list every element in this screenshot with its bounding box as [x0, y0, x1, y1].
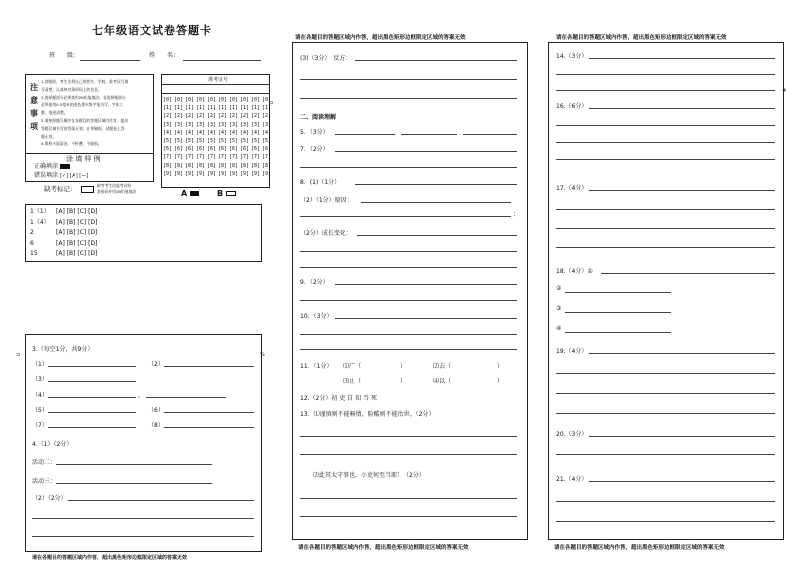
q13-2-label: ⑵此其太守事也，小吏何至当耶！（2分）: [313, 472, 425, 479]
exam-id-bubble[interactable]: [1]: [206, 105, 217, 112]
exam-id-bubble[interactable]: [1]: [184, 105, 195, 112]
exam-id-bubble[interactable]: [4]: [195, 129, 206, 136]
activity2-field[interactable]: [56, 464, 212, 465]
answer-line[interactable]: [32, 518, 254, 519]
exam-id-bubble[interactable]: [3]: [162, 121, 173, 128]
q16-field[interactable]: [589, 108, 775, 109]
q9-field[interactable]: [335, 284, 517, 285]
choice-row[interactable]: [30, 239, 97, 250]
q13-1-label: 13．⑴谨慎则不能畅情，险酷则不能治世。（2分）: [300, 411, 435, 418]
q17-field[interactable]: [589, 190, 775, 191]
exam-id-bubble[interactable]: [5]: [173, 137, 184, 144]
answer-line[interactable]: [300, 516, 517, 517]
exam-id-bubble[interactable]: [2]: [239, 113, 250, 120]
section-reading: 二、阅读理解: [300, 114, 337, 121]
answer-line[interactable]: [300, 454, 517, 455]
answer-line[interactable]: [300, 79, 517, 80]
exam-id-bubble[interactable]: [4]: [206, 129, 217, 136]
exam-id-bubble[interactable]: [8]: [228, 162, 239, 169]
notice-side-label: 注 意 事 项: [30, 83, 38, 131]
exam-id-bubble[interactable]: [5]: [195, 137, 206, 144]
exam-id-bubble[interactable]: [0]: [217, 97, 228, 103]
choice-box: [25, 204, 262, 262]
exam-id-bubble[interactable]: [3]: [217, 121, 228, 128]
activity3-field[interactable]: [56, 483, 212, 484]
q18-label: 18.（4分）①: [556, 268, 593, 275]
exam-id-bubble[interactable]: [2]: [206, 113, 217, 120]
exam-id-bubble[interactable]: [4]: [173, 129, 184, 136]
answer-line[interactable]: [556, 209, 775, 210]
answer-line[interactable]: [556, 521, 775, 522]
exam-id-bubble[interactable]: [2]: [228, 113, 239, 120]
exam-id-bubble[interactable]: [3]: [261, 121, 272, 128]
q20-field[interactable]: [589, 436, 775, 437]
answer-line[interactable]: [300, 498, 517, 499]
answer-line[interactable]: [300, 300, 517, 301]
answer-line[interactable]: [300, 436, 517, 437]
exam-id-bubble[interactable]: [3]: [206, 121, 217, 128]
q3-4-field-a[interactable]: [48, 397, 136, 398]
exam-id-bubble[interactable]: [4]: [250, 129, 261, 136]
answer-box-col3: 14.（3分） 16.（6分） 17.（4分） 18.（4分）① ② ③ ④ 19.（4分） 20.（3分） 21.（4分）: [548, 42, 784, 540]
exam-id-bubble[interactable]: [8]: [250, 162, 261, 169]
answer-line[interactable]: [556, 159, 775, 160]
exam-id-bubble[interactable]: [2]: [162, 113, 173, 120]
exam-id-bubble[interactable]: [5]: [250, 137, 261, 144]
answer-line[interactable]: [556, 74, 775, 75]
binding-mark: #: [782, 88, 787, 94]
exam-id-bubble[interactable]: [6]: [184, 146, 195, 153]
q17-label: 17.（4分）: [556, 185, 588, 192]
exam-id-bubble[interactable]: [5]: [162, 137, 173, 144]
choice-options[interactable]: [A] [B] [C] [D]: [56, 250, 98, 257]
answer-box-col1: 3.（每空1分，共9分） （1） （2） （3） （4） ， （5） （6） （7） （8） 4.（1）（2分） 活动二： 活动三： （2）（2分）: [25, 334, 262, 552]
q9-label: 9．（2分）: [300, 279, 329, 286]
exam-id-bubble[interactable]: [6]: [228, 146, 239, 153]
answer-line[interactable]: [300, 167, 517, 168]
col3-footer: 请在各题目的答题区域内作答，超出黑色矩形边框限定区域的答案无效: [554, 545, 725, 551]
exam-id-bubble[interactable]: [7]: [206, 154, 217, 161]
q7-label: 7．（2分）: [300, 146, 329, 153]
q8-2-field[interactable]: [361, 202, 511, 203]
exam-id-bubble[interactable]: [9]: [239, 170, 250, 177]
exam-id-bubble[interactable]: [1]: [195, 105, 206, 112]
q3-6-field[interactable]: [164, 412, 254, 413]
fill-sample-title: 涂 填 样 例: [66, 155, 101, 163]
wrong-fill-label: 错误填涂: [34, 172, 59, 179]
exam-id-title: 准考证号: [208, 77, 229, 83]
binding-mark: ⊐: [16, 352, 21, 358]
q11-label: 11．（1分）: [300, 363, 333, 370]
exam-id-bubble[interactable]: [7]: [250, 154, 261, 161]
exam-id-bubble[interactable]: [6]: [206, 146, 217, 153]
fill-sample-box: [25, 153, 154, 182]
exam-id-bubble[interactable]: [1]: [162, 105, 173, 112]
q18-2-field[interactable]: [565, 292, 671, 293]
absent-note: 缺考考生由监考员贴 条形码并用2B铅笔填涂: [97, 183, 137, 194]
exam-id-bubble[interactable]: [7]: [195, 154, 206, 161]
exam-id-bubble[interactable]: [0]: [195, 97, 206, 103]
q4-1-label: 4.（1）（2分）: [32, 441, 73, 448]
choice-number: 1（1）: [30, 208, 50, 215]
choice-row[interactable]: [30, 249, 97, 260]
answer-line[interactable]: [556, 90, 775, 91]
exam-id-bubble[interactable]: [8]: [162, 162, 173, 169]
col2-footer: 请在各题目的答题区域内作答，超出黑色矩形边框限定区域的答案无效: [298, 545, 469, 551]
name-field[interactable]: [183, 60, 261, 61]
exam-id-bubble[interactable]: [3]: [184, 121, 195, 128]
exam-id-bubble[interactable]: [8]: [184, 162, 195, 169]
exam-id-bubble[interactable]: [6]: [195, 146, 206, 153]
answer-line[interactable]: [300, 98, 517, 99]
correct-fill-label: 正确填涂: [34, 163, 59, 170]
exam-id-bubble[interactable]: [5]: [184, 137, 195, 144]
exam-id-bubble[interactable]: [7]: [239, 154, 250, 161]
q3-title: 3.（每空1分，共9分）: [32, 346, 94, 353]
exam-id-bubble[interactable]: [0]: [250, 97, 261, 103]
exam-id-bubble[interactable]: [6]: [162, 146, 173, 153]
q4-2-field[interactable]: [68, 500, 254, 501]
exam-id-bubble[interactable]: [0]: [184, 97, 195, 103]
exam-id-bubble[interactable]: [6]: [250, 146, 261, 153]
q20-label: 20.（3分）: [556, 431, 588, 438]
choice-options[interactable]: [A] [B] [C] [D]: [56, 218, 98, 226]
exam-id-bubble[interactable]: [4]: [261, 129, 272, 136]
q5-field-a[interactable]: [335, 134, 395, 135]
answer-line[interactable]: [300, 216, 511, 217]
exam-id-bubble[interactable]: [0]: [239, 97, 250, 103]
exam-id-bubble[interactable]: [7]: [162, 154, 173, 161]
choice-options[interactable]: [A] [B] [C] [D]: [56, 239, 98, 247]
exam-id-bubble[interactable]: [2]: [195, 113, 206, 120]
exam-id-bubble[interactable]: [7]: [261, 154, 272, 161]
q8-change-label: （2分）成长变化：: [300, 230, 352, 237]
q7-field[interactable]: [335, 151, 517, 152]
ab-a-filled-icon: [190, 191, 199, 196]
exam-id-bubble[interactable]: [3]: [195, 121, 206, 128]
exam-id-bubble[interactable]: [8]: [217, 162, 228, 169]
exam-id-bubble[interactable]: [7]: [217, 154, 228, 161]
answer-line[interactable]: [556, 373, 775, 374]
binding-mark: ⊐: [269, 100, 274, 106]
q19-label: 19.（4分）: [556, 348, 588, 355]
exam-id-bubble[interactable]: [7]: [228, 154, 239, 161]
exam-id-bubble[interactable]: [2]: [261, 113, 272, 120]
answer-line[interactable]: [556, 413, 775, 414]
q8-1-field[interactable]: [355, 184, 517, 185]
exam-id-bubble[interactable]: [4]: [184, 129, 195, 136]
exam-id-bubble[interactable]: [5]: [261, 137, 272, 144]
exam-id-bubble[interactable]: [6]: [261, 146, 272, 153]
q5-label: 5．（3分）: [300, 129, 329, 136]
q18-1-field[interactable]: [601, 273, 775, 274]
absent-label: 缺考标记：: [44, 185, 77, 193]
exam-id-bubble[interactable]: [9]: [261, 170, 272, 177]
exam-id-bubble[interactable]: [2]: [184, 113, 195, 120]
exam-id-bubble[interactable]: [3]: [173, 121, 184, 128]
answer-line[interactable]: [556, 501, 775, 502]
col2-header: 请在各题目的答题区域内作答，超出黑色矩形边框限定区域的答案无效: [295, 35, 466, 41]
answer-line[interactable]: [556, 228, 775, 229]
choice-row[interactable]: [30, 207, 97, 218]
q3-1-field[interactable]: [48, 366, 136, 367]
q4-2-label: （2）（2分）: [32, 495, 67, 502]
q10-label: 10．（3分）: [300, 313, 333, 320]
exam-id-bubble[interactable]: [0]: [228, 97, 239, 103]
q3-3-field[interactable]: [48, 381, 136, 382]
q3-5-field[interactable]: [48, 412, 136, 413]
exam-id-bubble[interactable]: [1]: [173, 105, 184, 112]
col1-footer: 请在各题目的答题区域内作答，超出黑色矩形边框限定区域的答案无效: [32, 555, 188, 561]
answer-line[interactable]: [556, 247, 775, 248]
choice-options[interactable]: [A] [B] [C] [D]: [56, 229, 98, 236]
absent-checkbox[interactable]: [81, 186, 94, 193]
notice-box: [25, 74, 154, 154]
wrong-fill-marks: [✓] [✗] [—]: [59, 173, 89, 179]
q14-field[interactable]: [589, 58, 775, 59]
q5-field-b[interactable]: [401, 134, 457, 135]
answer-box-col2: (3)（3分） 反方： 二、阅读理解 5．（3分） 7．（2分） 8．(1)（1分） （2）（1分）原因： ； （2分）成长变化： 9．（2分） 10．（3分） 11．（1分） ⑴广（ ） ⑵去（ ） ⑶止（ ） ⑷以（ ） 12.（2分）初 吏 自 知 当 死 13．⑴谨慎则不能畅情，险酷则不能治世。（2分） ⑵此其太守事也，小吏何至当耶！（2分）: [292, 42, 528, 540]
exam-id-bubble[interactable]: [7]: [173, 154, 184, 161]
exam-id-bubble[interactable]: [3]: [250, 121, 261, 128]
exam-id-bubble[interactable]: [4]: [162, 129, 173, 136]
choice-number: 15: [30, 250, 38, 257]
q8-change-field[interactable]: [357, 235, 517, 236]
exam-id-bubble[interactable]: [2]: [250, 113, 261, 120]
choice-row[interactable]: [30, 218, 97, 229]
q18-4-field[interactable]: [565, 332, 671, 333]
exam-id-bubble[interactable]: [1]: [228, 105, 239, 112]
exam-id-bubble[interactable]: [9]: [228, 170, 239, 177]
wrong-fill-row: [34, 172, 88, 180]
q14-label: 14.（3分）: [556, 53, 588, 60]
class-label: 班 级：: [49, 52, 80, 59]
exam-id-bubble[interactable]: [5]: [206, 137, 217, 144]
exam-id-bubble[interactable]: [4]: [217, 129, 228, 136]
exam-id-bubble[interactable]: [4]: [239, 129, 250, 136]
ab-option-a[interactable]: A: [181, 189, 199, 198]
answer-line[interactable]: [300, 251, 517, 252]
answer-line[interactable]: [32, 536, 254, 537]
choice-options[interactable]: [A] [B] [C] [D]: [56, 208, 98, 215]
choice-number: 6: [30, 239, 34, 247]
choice-number: 2: [30, 229, 34, 236]
correct-fill-row: [34, 163, 70, 171]
exam-id-bubble[interactable]: [2]: [173, 113, 184, 120]
exam-id-bubble[interactable]: [8]: [195, 162, 206, 169]
q3-8-field[interactable]: [164, 427, 254, 428]
exam-id-bubble[interactable]: [5]: [217, 137, 228, 144]
q18-3-field[interactable]: [565, 312, 671, 313]
q19-field[interactable]: [589, 353, 775, 354]
q8-2-label: （2）（1分）原因：: [300, 197, 353, 204]
answer-line[interactable]: [300, 334, 517, 335]
binding-mark: %: [260, 352, 265, 358]
answer-line[interactable]: [556, 393, 775, 394]
exam-id-bubble[interactable]: [9]: [173, 170, 184, 177]
exam-id-bubble[interactable]: [1]: [239, 105, 250, 112]
q10-field[interactable]: [335, 318, 517, 319]
q5-field-c[interactable]: [463, 134, 517, 135]
name-label: 姓 名：: [149, 52, 180, 59]
exam-id-bubble[interactable]: [3]: [228, 121, 239, 128]
exam-id-bubble[interactable]: [8]: [261, 162, 272, 169]
exam-id-bubble[interactable]: [2]: [217, 113, 228, 120]
q21-label: 21.（4分）: [556, 476, 588, 483]
exam-id-bubbles[interactable]: [162, 96, 272, 178]
exam-id-bubble[interactable]: [6]: [239, 146, 250, 153]
filled-mark-icon: [60, 164, 70, 169]
ab-b-empty-icon: [226, 191, 236, 196]
exam-id-box: [161, 74, 270, 188]
exam-id-bubble[interactable]: [1]: [250, 105, 261, 112]
exam-id-bubble[interactable]: [1]: [217, 105, 228, 112]
exam-id-bubble[interactable]: [7]: [184, 154, 195, 161]
exam-id-bubble[interactable]: [8]: [239, 162, 250, 169]
exam-id-bubble[interactable]: [9]: [217, 170, 228, 177]
q8-1-label: 8．(1)（1分）: [300, 179, 341, 186]
exam-id-bubble[interactable]: [5]: [228, 137, 239, 144]
exam-id-bubble[interactable]: [6]: [173, 146, 184, 153]
q3-2-field[interactable]: [164, 366, 254, 367]
q21-field[interactable]: [589, 481, 775, 482]
q3-7-field[interactable]: [48, 427, 136, 428]
exam-id-bubble[interactable]: [0]: [261, 97, 272, 103]
exam-id-bubble[interactable]: [1]: [261, 105, 272, 112]
exam-id-bubble[interactable]: [4]: [228, 129, 239, 136]
answer-line[interactable]: [300, 349, 517, 350]
exam-id-bubble[interactable]: [9]: [250, 170, 261, 177]
exam-id-bubble[interactable]: [8]: [173, 162, 184, 169]
q3-3-label: (3)（3分） 反方：: [300, 55, 352, 62]
page-title: 七年级语文试卷答题卡: [92, 24, 212, 37]
q3-3-field[interactable]: [355, 60, 517, 61]
exam-id-bubble[interactable]: [9]: [162, 170, 173, 177]
exam-id-bubble[interactable]: [9]: [195, 170, 206, 177]
q12-label: 12.（2分）初 吏 自 知 当 死: [300, 395, 377, 402]
q16-label: 16.（6分）: [556, 103, 588, 110]
activity2-label: 活动二：: [32, 459, 57, 466]
choice-row[interactable]: [30, 228, 97, 239]
class-field[interactable]: [80, 60, 140, 61]
notice-text: 1.答题前，考生先将自己的姓名、学校、准考证号填 写清楚，认真核对条形码上的信息。 2.选择题部分必须使用2B铅笔填涂；非选择题部分 必须使用0.5毫米的黑色墨水签字笔书写，字体工 整、笔迹清楚。 3.请按照题号顺序在各题目的答题区域内作答，超出 答题区域书写的答案无效；在草稿纸、试题卷上答 题无效。 4.保持卡面清洁，不折叠、不破损。: [41, 79, 129, 147]
exam-id-bubble[interactable]: [0]: [173, 97, 184, 103]
exam-id-bubble[interactable]: [6]: [217, 146, 228, 153]
exam-id-bubble[interactable]: [9]: [184, 170, 195, 177]
exam-id-bubble[interactable]: [5]: [239, 137, 250, 144]
ab-option-b[interactable]: B: [217, 189, 236, 198]
answer-line[interactable]: [556, 454, 775, 455]
col3-header: 请在各题目的答题区域内作答，超出黑色矩形边框限定区域的答案无效: [556, 35, 727, 41]
answer-line[interactable]: [556, 142, 775, 143]
exam-id-bubble[interactable]: [0]: [206, 97, 217, 103]
exam-id-bubble[interactable]: [3]: [239, 121, 250, 128]
answer-line[interactable]: [556, 125, 775, 126]
activity3-label: 活动三：: [32, 478, 57, 485]
choice-number: 1（4）: [30, 218, 50, 226]
exam-id-bubble[interactable]: [9]: [206, 170, 217, 177]
exam-id-bubble[interactable]: [0]: [162, 97, 173, 103]
q3-4-field-b[interactable]: [146, 397, 226, 398]
exam-id-bubble[interactable]: [8]: [206, 162, 217, 169]
answer-line[interactable]: [300, 267, 517, 268]
